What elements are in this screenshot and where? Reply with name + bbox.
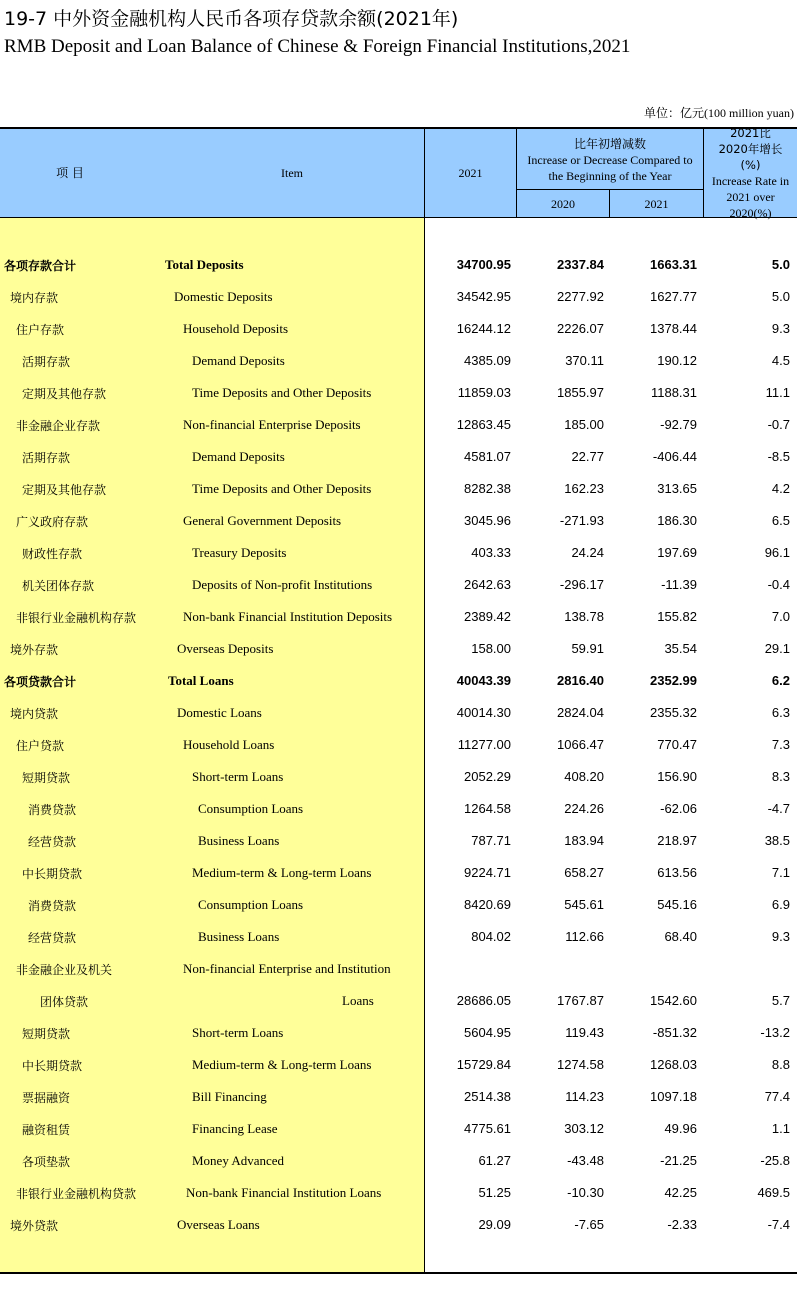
- row-label-cn: 消费贷款: [28, 899, 77, 913]
- value-2021: 403.33: [471, 545, 511, 560]
- value-2021: 34700.95: [456, 257, 511, 272]
- table-row: [0, 377, 797, 409]
- value-2021: 34542.95: [456, 289, 511, 304]
- growth-rate: -25.8: [760, 1153, 790, 1168]
- row-label-cn: 经营贷款: [28, 931, 77, 945]
- change-2021: -406.44: [652, 449, 697, 464]
- table-row: [0, 569, 797, 601]
- row-label-cn: 定期及其他存款: [22, 483, 107, 497]
- table-row: [0, 409, 797, 441]
- growth-rate: 5.7: [771, 993, 790, 1008]
- table-row: [0, 249, 797, 281]
- table-row: [0, 825, 797, 857]
- growth-rate: 469.5: [757, 1185, 790, 1200]
- change-2020: 2277.92: [557, 289, 604, 304]
- row-label-cn: 中长期贷款: [22, 1059, 83, 1073]
- value-2021: 29.09: [478, 1217, 511, 1232]
- table-row: [0, 921, 797, 953]
- row-label-en: Household Loans: [183, 737, 275, 752]
- change-2021: 2355.32: [650, 705, 697, 720]
- change-2021: 218.97: [657, 833, 697, 848]
- row-label-cn: 境外贷款: [10, 1219, 59, 1233]
- header-growth: [704, 126, 797, 220]
- change-2021: 186.30: [657, 513, 697, 528]
- row-label-en: Bill Financing: [192, 1089, 267, 1104]
- change-2021: 35.54: [664, 641, 697, 656]
- row-label-en: Household Deposits: [183, 321, 289, 336]
- change-2020: 185.00: [564, 417, 604, 432]
- growth-rate: 7.1: [771, 865, 790, 880]
- change-2021: 49.96: [664, 1121, 697, 1136]
- change-2021: 545.16: [657, 897, 697, 912]
- change-2020: 2824.04: [557, 705, 604, 720]
- row-label-en: Overseas Deposits: [177, 641, 274, 656]
- table-row: [0, 345, 797, 377]
- growth-rate: -7.4: [767, 1217, 790, 1232]
- header-change-2020: [517, 190, 609, 217]
- header-growth-cn: 2021比2020年增长(%): [718, 126, 783, 172]
- value-2021: 2052.29: [464, 769, 511, 784]
- change-2020: 224.26: [564, 801, 604, 816]
- row-label-en: Total Deposits: [165, 257, 244, 272]
- change-2020: 408.20: [564, 769, 604, 784]
- value-2021: 5604.95: [464, 1025, 511, 1040]
- table-row: [0, 633, 797, 665]
- change-2020: 2816.40: [557, 673, 604, 688]
- change-2021: 1542.60: [650, 993, 697, 1008]
- row-label-cn: 非金融企业存款: [16, 419, 101, 433]
- table-title-english: RMB Deposit and Loan Balance of Chinese & Foreign Financial Institutions,2021: [4, 36, 631, 57]
- growth-rate: 4.5: [771, 353, 790, 368]
- change-2020: 114.23: [565, 1089, 604, 1104]
- value-2021: 11277.00: [457, 737, 511, 752]
- row-label-en: Non-bank Financial Institution Loans: [186, 1185, 382, 1200]
- change-2020: 22.77: [571, 449, 604, 464]
- value-2021: 787.71: [471, 833, 511, 848]
- value-2021: 40043.39: [456, 673, 511, 688]
- value-2021: 51.25: [478, 1185, 511, 1200]
- value-2021: 4581.07: [464, 449, 511, 464]
- row-label-en: Loans: [342, 993, 374, 1008]
- change-2020: -10.30: [567, 1185, 604, 1200]
- header-year-text: 2021: [458, 166, 483, 180]
- value-2021: 2389.42: [464, 609, 511, 624]
- table-row: [0, 1049, 797, 1081]
- growth-rate: 4.2: [771, 481, 790, 496]
- value-2021: 28686.05: [456, 993, 511, 1008]
- row-label-cn: 融资租赁: [22, 1123, 71, 1137]
- growth-rate: 6.9: [771, 897, 790, 912]
- value-2021: 804.02: [471, 929, 511, 944]
- value-2021: 3045.96: [464, 513, 511, 528]
- table-row: [0, 1177, 797, 1209]
- growth-rate: -4.7: [767, 801, 790, 816]
- change-2020: 138.78: [564, 609, 604, 624]
- change-2020: 1855.97: [557, 385, 604, 400]
- growth-rate: 1.1: [771, 1121, 790, 1136]
- row-label-en: Overseas Loans: [177, 1217, 260, 1232]
- row-label-cn: 境内贷款: [10, 707, 59, 721]
- change-2020: 119.43: [565, 1025, 604, 1040]
- growth-rate: 77.4: [764, 1089, 790, 1104]
- value-2021: 9224.71: [464, 865, 511, 880]
- growth-rate: -0.7: [767, 417, 790, 432]
- table-row: [0, 281, 797, 313]
- change-2020: 303.12: [564, 1121, 604, 1136]
- change-2020: 1274.58: [557, 1057, 604, 1072]
- change-2020: 24.24: [571, 545, 604, 560]
- table-row: [0, 1017, 797, 1049]
- row-label-cn: 各项存款合计: [4, 259, 77, 273]
- row-label-cn: 定期及其他存款: [22, 387, 107, 401]
- growth-rate: 7.0: [771, 609, 790, 624]
- row-label-cn: 团体贷款: [40, 995, 89, 1009]
- row-label-en: Medium-term & Long-term Loans: [192, 865, 372, 880]
- change-2021: 613.56: [657, 865, 697, 880]
- table-row: [0, 857, 797, 889]
- change-2021: 2352.99: [650, 673, 697, 688]
- row-label-en: Non-bank Financial Institution Deposits: [183, 609, 393, 624]
- value-2021: 61.27: [478, 1153, 511, 1168]
- table-row: [0, 985, 797, 1017]
- change-2021: 42.25: [664, 1185, 697, 1200]
- change-2021: -21.25: [660, 1153, 697, 1168]
- table-row: [0, 1209, 797, 1241]
- row-label-cn: 住户存款: [16, 323, 65, 337]
- growth-rate: 8.8: [771, 1057, 790, 1072]
- change-2021: 1378.44: [650, 321, 697, 336]
- growth-rate: 29.1: [764, 641, 790, 656]
- row-label-en: Business Loans: [198, 929, 280, 944]
- table-row: [0, 953, 797, 985]
- change-2020: 545.61: [564, 897, 604, 912]
- header-change-en: Increase or Decrease Compared to the Beginning of the Year: [527, 153, 693, 183]
- row-label-en: Total Loans: [168, 673, 234, 688]
- change-2021: 1188.31: [650, 385, 697, 400]
- change-2020: 59.91: [571, 641, 604, 656]
- table-row: [0, 441, 797, 473]
- row-label-cn: 财政性存款: [22, 547, 83, 561]
- header-item-en-text: Item: [281, 166, 303, 180]
- row-label-en: Treasury Deposits: [192, 545, 287, 560]
- change-2020: 183.94: [564, 833, 604, 848]
- value-2021: 11859.03: [457, 385, 511, 400]
- growth-rate: 38.5: [764, 833, 790, 848]
- value-2021: 15729.84: [456, 1057, 511, 1072]
- value-2021: 2514.38: [464, 1089, 511, 1104]
- table-row: [0, 889, 797, 921]
- change-2021: -2.33: [667, 1217, 697, 1232]
- change-2021: 190.12: [657, 353, 697, 368]
- row-label-en: Short-term Loans: [192, 1025, 284, 1040]
- change-2020: 112.66: [565, 929, 604, 944]
- row-label-cn: 短期贷款: [22, 771, 71, 785]
- data-table: [0, 127, 797, 1274]
- row-label-en: Demand Deposits: [192, 449, 285, 464]
- row-label-en: Medium-term & Long-term Loans: [192, 1057, 372, 1072]
- value-2021: 8420.69: [464, 897, 511, 912]
- change-2020: 370.11: [565, 353, 604, 368]
- growth-rate: 9.3: [771, 929, 790, 944]
- row-label-cn: 非银行业金融机构贷款: [16, 1187, 137, 1201]
- row-label-cn: 各项垫款: [22, 1155, 71, 1169]
- change-2021: 155.82: [657, 609, 697, 624]
- value-2021: 12863.45: [456, 417, 511, 432]
- table-row: [0, 793, 797, 825]
- row-label-cn: 住户贷款: [16, 739, 65, 753]
- change-2021: 1097.18: [650, 1089, 697, 1104]
- row-label-cn: 短期贷款: [22, 1027, 71, 1041]
- growth-rate: 6.2: [771, 673, 790, 688]
- growth-rate: 5.0: [771, 257, 790, 272]
- row-label-en: Consumption Loans: [198, 801, 304, 816]
- header-change-cn: 比年初增减数: [573, 137, 646, 151]
- row-label-en: Non-financial Enterprise and Institution: [183, 961, 391, 976]
- change-2021: 1627.77: [650, 289, 697, 304]
- growth-rate: 8.3: [771, 769, 790, 784]
- value-2021: 2642.63: [464, 577, 511, 592]
- header-growth-en: Increase Rate in 2021 over 2020(%): [711, 174, 790, 220]
- unit-label: 单位：亿元(100 million yuan): [644, 106, 794, 120]
- table-row: [0, 505, 797, 537]
- value-2021: 4385.09: [464, 353, 511, 368]
- row-label-cn: 非银行业金融机构存款: [16, 611, 137, 625]
- row-label-en: Demand Deposits: [192, 353, 285, 368]
- change-2020: -296.17: [559, 577, 604, 592]
- header-change: [517, 131, 703, 189]
- table-row: [0, 1081, 797, 1113]
- change-2021: -92.79: [660, 417, 697, 432]
- growth-rate: -13.2: [760, 1025, 790, 1040]
- change-2021: 1268.03: [650, 1057, 697, 1072]
- growth-rate: -0.4: [767, 577, 790, 592]
- value-2021: 1264.58: [464, 801, 511, 816]
- row-label-en: Consumption Loans: [198, 897, 304, 912]
- growth-rate: 9.3: [771, 321, 790, 336]
- row-label-en: General Government Deposits: [183, 513, 342, 528]
- change-2021: 68.40: [664, 929, 697, 944]
- growth-rate: 6.5: [771, 513, 790, 528]
- change-2021: -11.39: [661, 577, 697, 592]
- table-row: [0, 537, 797, 569]
- table-row: [0, 1145, 797, 1177]
- table-bottom-rule: [0, 1272, 797, 1274]
- growth-rate: 7.3: [771, 737, 790, 752]
- change-2021: 770.47: [657, 737, 697, 752]
- growth-rate: 11.1: [765, 385, 790, 400]
- value-2021: 16244.12: [456, 321, 511, 336]
- change-2020: 1767.87: [557, 993, 604, 1008]
- row-label-cn: 活期存款: [22, 451, 71, 465]
- row-label-cn: 各项贷款合计: [4, 675, 77, 689]
- table-title-chinese: 19-7 中外资金融机构人民币各项存贷款余额(2021年): [4, 8, 459, 30]
- row-label-cn: 消费贷款: [28, 803, 77, 817]
- change-2021: 1663.31: [650, 257, 697, 272]
- row-label-cn: 广义政府存款: [16, 515, 89, 529]
- change-2020: -43.48: [567, 1153, 604, 1168]
- header-item-en: [160, 129, 424, 217]
- header-bottom-rule: [0, 217, 797, 218]
- growth-rate: 5.0: [771, 289, 790, 304]
- change-2021: 313.65: [657, 481, 697, 496]
- change-2020: 2337.84: [557, 257, 604, 272]
- header-item-cn: [0, 129, 140, 217]
- row-label-en: Time Deposits and Other Deposits: [192, 385, 372, 400]
- table-row: [0, 761, 797, 793]
- row-label-en: Time Deposits and Other Deposits: [192, 481, 372, 496]
- header-item-cn-text: 项 目: [56, 166, 84, 180]
- row-label-en: Deposits of Non-profit Institutions: [192, 577, 373, 592]
- table-row: [0, 473, 797, 505]
- row-label-cn: 非金融企业及机关: [16, 963, 113, 977]
- row-label-cn: 境内存款: [10, 291, 59, 305]
- value-2021: 40014.30: [456, 705, 511, 720]
- row-label-en: Short-term Loans: [192, 769, 284, 784]
- row-label-en: Business Loans: [198, 833, 280, 848]
- change-2021: 156.90: [657, 769, 697, 784]
- table-row: [0, 665, 797, 697]
- header-change-2021-text: 2021: [644, 196, 669, 211]
- value-2021: 8282.38: [464, 481, 511, 496]
- change-2020: -7.65: [574, 1217, 604, 1232]
- header-change-2021: [610, 190, 703, 217]
- change-2020: 162.23: [564, 481, 604, 496]
- change-2020: 2226.07: [557, 321, 604, 336]
- table-row: [0, 313, 797, 345]
- header-year: [425, 129, 516, 217]
- header-change-2020-text: 2020: [551, 196, 575, 211]
- table-row: [0, 729, 797, 761]
- growth-rate: 96.1: [764, 545, 790, 560]
- row-label-cn: 活期存款: [22, 355, 71, 369]
- table-row: [0, 697, 797, 729]
- row-label-en: Money Advanced: [192, 1153, 285, 1168]
- row-label-cn: 经营贷款: [28, 835, 77, 849]
- row-label-en: Domestic Deposits: [174, 289, 273, 304]
- change-2020: 1066.47: [557, 737, 604, 752]
- growth-rate: 6.3: [771, 705, 790, 720]
- row-label-cn: 机关团体存款: [22, 579, 95, 593]
- change-2021: 197.69: [657, 545, 697, 560]
- row-label-en: Financing Lease: [192, 1121, 278, 1136]
- value-2021: 4775.61: [464, 1121, 511, 1136]
- row-label-cn: 境外存款: [10, 643, 59, 657]
- row-label-cn: 中长期贷款: [22, 867, 83, 881]
- change-2021: -62.06: [660, 801, 697, 816]
- table-row: [0, 601, 797, 633]
- change-2020: -271.93: [559, 513, 604, 528]
- change-2020: 658.27: [564, 865, 604, 880]
- change-2021: -851.32: [652, 1025, 697, 1040]
- row-label-en: Domestic Loans: [177, 705, 262, 720]
- row-label-cn: 票据融资: [22, 1091, 71, 1105]
- growth-rate: -8.5: [767, 449, 790, 464]
- value-2021: 158.00: [471, 641, 511, 656]
- table-row: [0, 1113, 797, 1145]
- row-label-en: Non-financial Enterprise Deposits: [183, 417, 361, 432]
